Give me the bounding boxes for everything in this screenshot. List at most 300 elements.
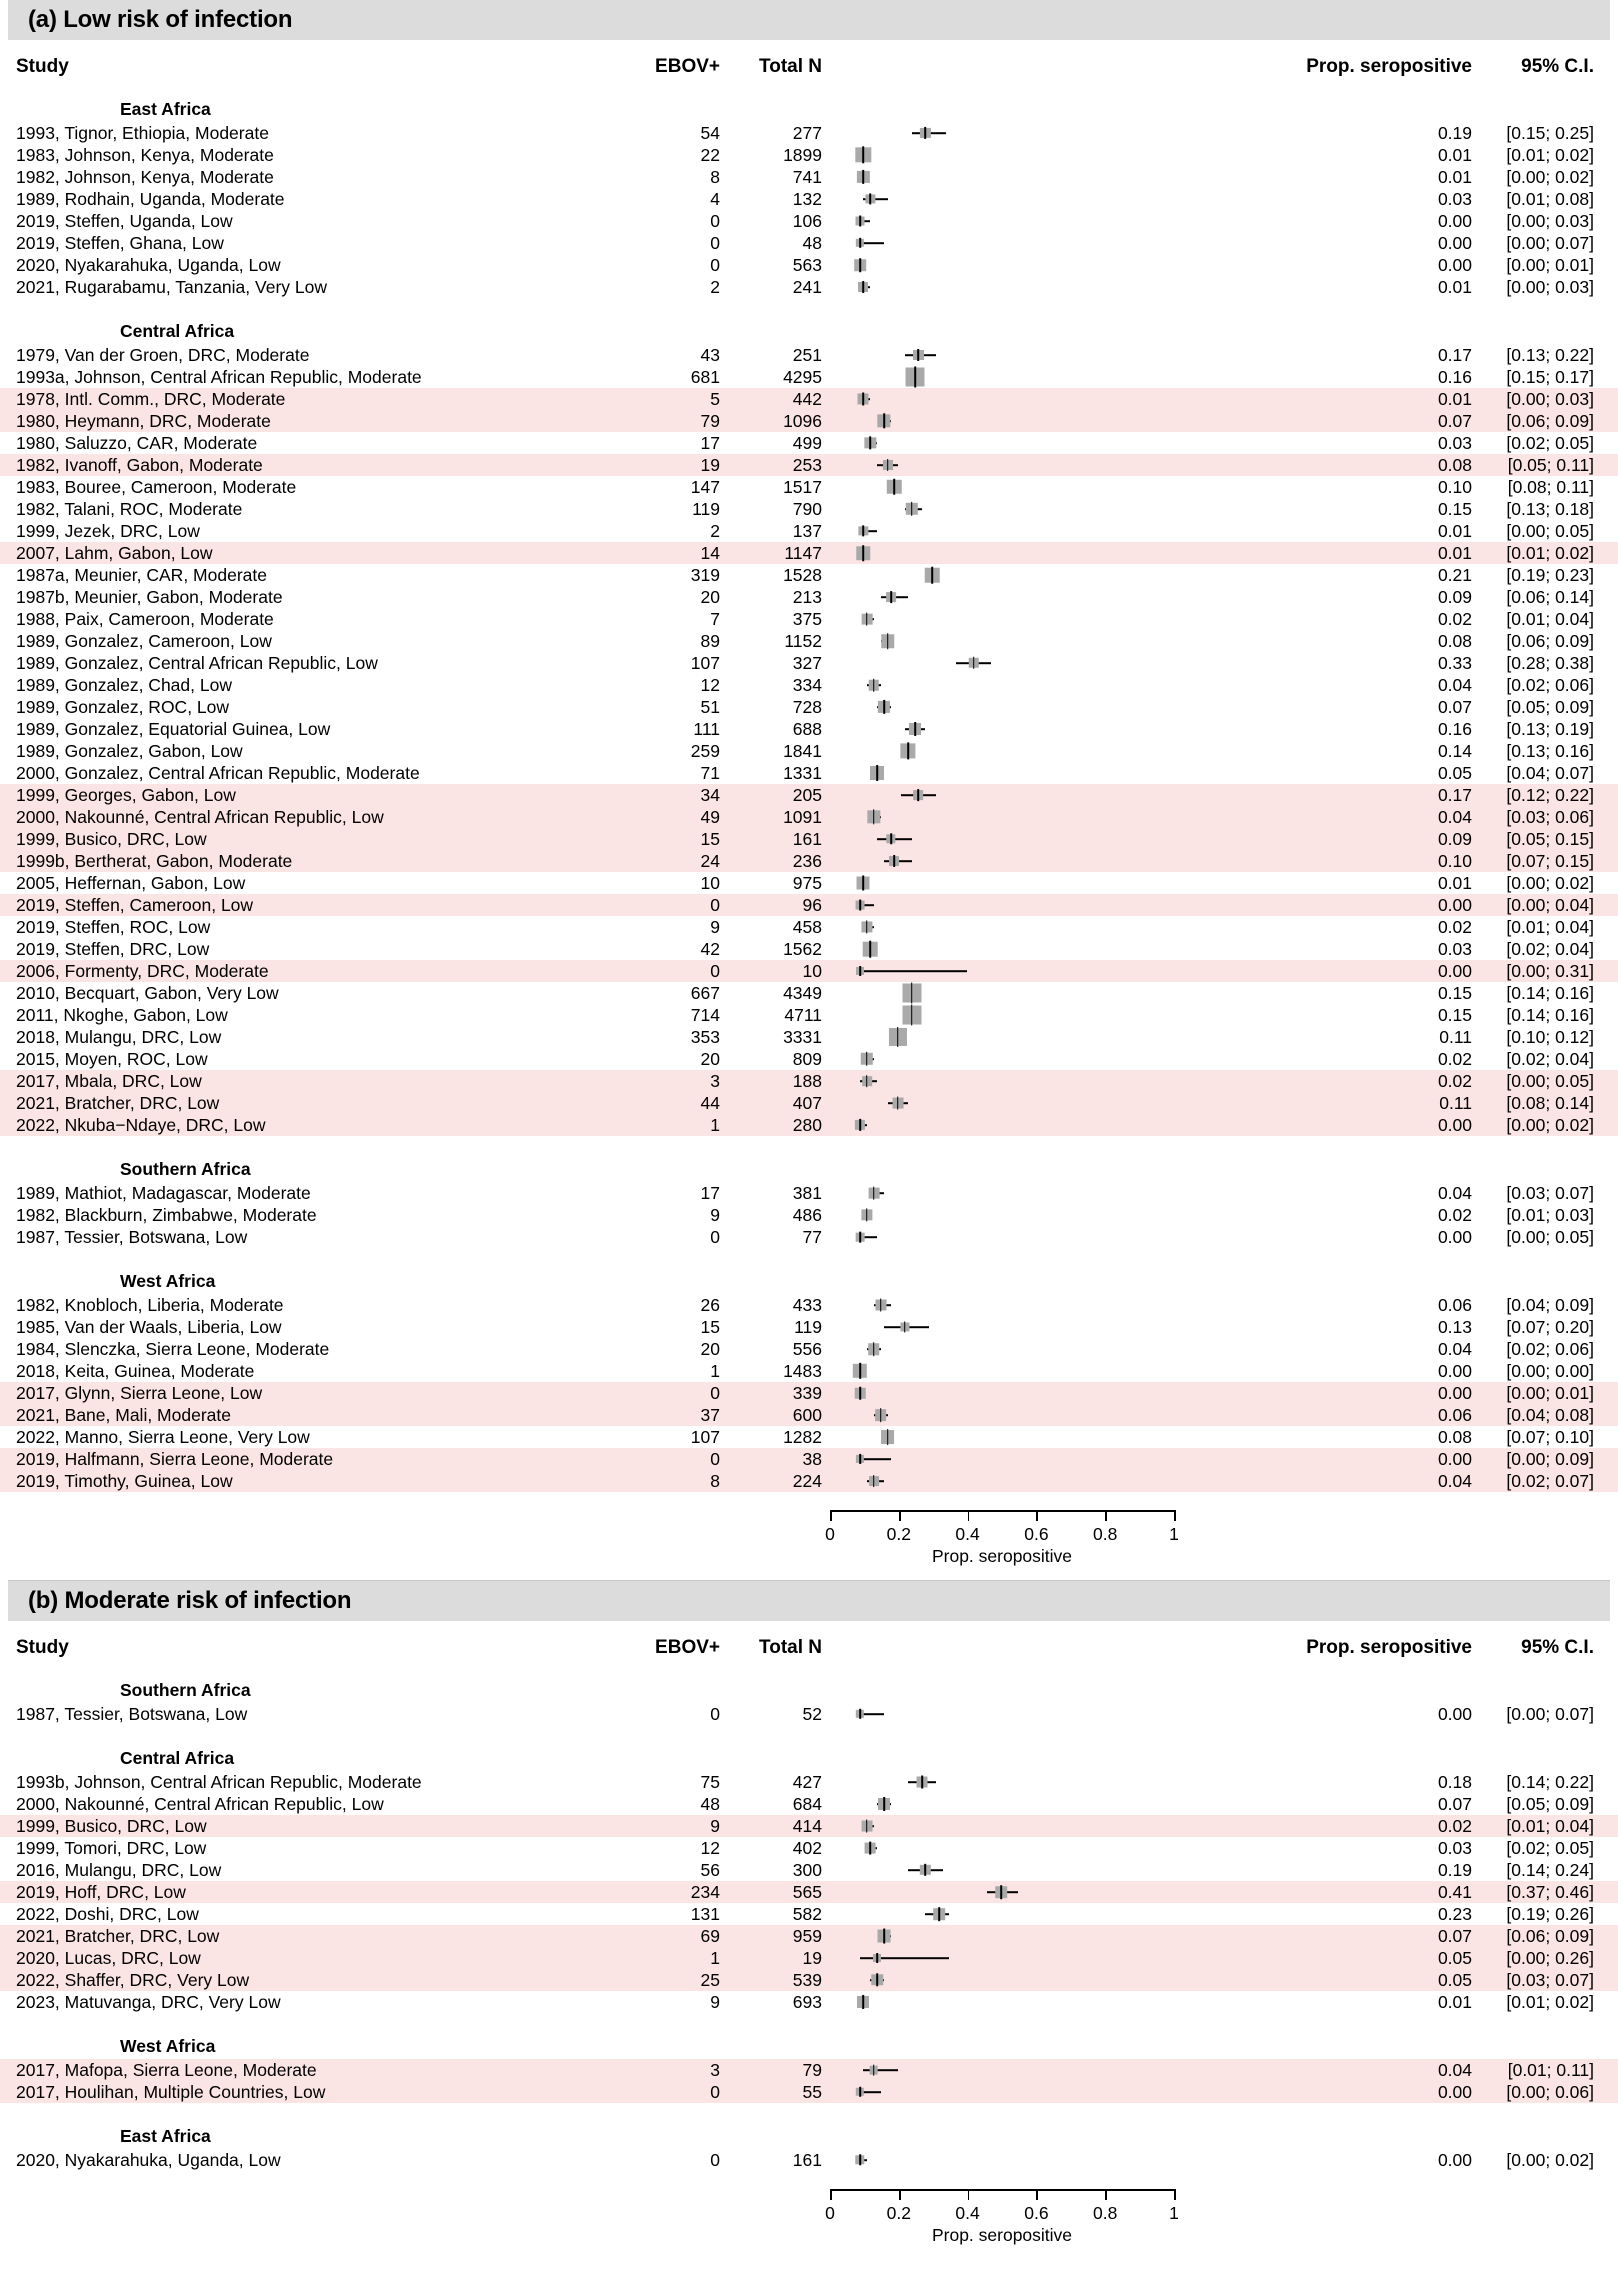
table-row[interactable] [0,806,1618,828]
ebov-positive-count: 75 [700,1771,720,1792]
confidence-interval-value: [0.14; 0.16] [1506,1004,1594,1025]
table-row[interactable] [0,520,1618,542]
forest-marker [830,1092,1234,1114]
ebov-positive-count: 147 [690,476,720,497]
ebov-positive-count: 37 [700,1404,720,1425]
proportion-value: 0.00 [1437,2149,1472,2170]
group-header-row [0,318,1618,344]
table-row[interactable] [0,388,1618,410]
table-row[interactable] [0,166,1618,188]
total-n-count: 4711 [784,1004,822,1025]
ebov-positive-count: 51 [700,696,720,717]
confidence-interval-value: [0.05; 0.09] [1506,696,1594,717]
table-header-row [0,1631,1618,1665]
point-estimate-tick [925,127,927,139]
group-row-spacer [608,320,1012,342]
x-axis-tick-label: 0.2 [886,2203,911,2223]
forest-marker [830,1815,1234,1837]
forest-marker [830,122,1234,144]
table-row[interactable] [0,1859,1618,1881]
point-estimate-tick [887,633,889,649]
x-axis-tick-label: 0.2 [886,1524,911,1544]
forest-marker [830,1925,1234,1947]
total-n-count: 161 [792,2149,822,2170]
total-n-count: 442 [792,388,822,409]
confidence-interval-value: [0.03; 0.07] [1506,1969,1594,1990]
point-estimate-tick [883,1929,885,1944]
study-label: 2019, Steffen, Cameroon, Low [16,894,254,915]
table-row[interactable] [0,1448,1618,1470]
ebov-positive-count: 3 [710,1070,720,1091]
total-n-count: 48 [802,232,822,253]
table-row[interactable] [0,366,1618,388]
point-estimate-tick [859,1387,861,1400]
forest-marker [830,1294,1234,1316]
point-estimate-tick [863,281,865,293]
column-header-study: Study [16,1637,69,1658]
ebov-positive-count: 714 [690,1004,720,1025]
confidence-interval-value: [0.03; 0.06] [1506,806,1594,827]
study-label: 1987, Tessier, Botswana, Low [16,1226,248,1247]
ebov-positive-count: 54 [700,122,720,143]
table-row[interactable] [0,894,1618,916]
proportion-value: 0.19 [1437,1859,1472,1880]
table-row[interactable] [0,1048,1618,1070]
ebov-positive-count: 0 [710,1226,720,1247]
total-n-count: 79 [802,2059,822,2080]
table-row[interactable] [0,1903,1618,1925]
proportion-value: 0.01 [1437,1991,1472,2012]
table-row[interactable] [0,1793,1618,1815]
table-row[interactable] [0,784,1618,806]
table-row[interactable] [0,1360,1618,1382]
confidence-interval-value: [0.04; 0.08] [1506,1404,1594,1425]
proportion-value: 0.04 [1437,1470,1472,1491]
table-row[interactable] [0,850,1618,872]
table-row[interactable] [0,1316,1618,1338]
x-axis-tick [968,1510,970,1521]
confidence-interval-line [860,1458,891,1460]
ebov-positive-count: 10 [700,872,720,893]
total-n-count: 499 [792,432,822,453]
proportion-value: 0.41 [1437,1881,1472,1902]
ebov-positive-count: 2 [710,276,720,297]
x-axis-line [830,1510,1174,1512]
group-header-row [0,2033,1618,2059]
ebov-positive-count: 15 [700,1316,720,1337]
study-label: 2017, Mafopa, Sierra Leone, Moderate [16,2059,317,2080]
table-row[interactable] [0,1294,1618,1316]
proportion-value: 0.00 [1437,894,1472,915]
ebov-positive-count: 9 [710,916,720,937]
study-label: 1987b, Meunier, Gabon, Moderate [16,586,283,607]
table-row[interactable] [0,1837,1618,1859]
point-estimate-tick [859,216,861,227]
x-axis-tick [1105,1510,1107,1521]
total-n-count: 19 [802,1947,822,1968]
study-label: 1980, Heymann, DRC, Moderate [16,410,271,431]
x-axis-inner [825,2183,1234,2245]
forest-marker [830,542,1234,564]
forest-marker [830,894,1234,916]
confidence-interval-value: [0.19; 0.23] [1506,564,1594,585]
ebov-positive-count: 8 [710,166,720,187]
column-header-prop-seropositive: Prop. seropositive [1306,56,1472,77]
confidence-interval-value: [0.01; 0.02] [1506,1991,1594,2012]
table-row[interactable] [0,210,1618,232]
table-row[interactable] [0,916,1618,938]
study-label: 1979, Van der Groen, DRC, Moderate [16,344,310,365]
point-estimate-tick [925,1864,927,1876]
ebov-positive-count: 25 [700,1969,720,1990]
ebov-positive-count: 0 [710,232,720,253]
ebov-positive-count: 0 [710,2081,720,2102]
ebov-positive-count: 26 [700,1294,720,1315]
total-n-count: 556 [792,1338,822,1359]
point-estimate-tick [870,1842,872,1855]
point-estimate-tick [859,2087,861,2097]
table-row[interactable] [0,1969,1618,1991]
table-row[interactable] [0,1114,1618,1136]
table-row[interactable] [0,828,1618,850]
column-header-ci: 95% C.I. [1521,1637,1594,1658]
table-row[interactable] [0,1470,1618,1492]
forest-marker [830,850,1234,872]
point-estimate-tick [897,1097,899,1110]
x-axis-title: Prop. seropositive [931,1546,1073,1566]
table-row[interactable] [0,2149,1618,2171]
forest-marker [830,1881,1234,1903]
ebov-positive-count: 131 [690,1903,720,1924]
forest-marker [830,166,1234,188]
point-estimate-tick [859,1709,861,1719]
proportion-value: 0.00 [1437,1226,1472,1247]
proportion-value: 0.14 [1437,740,1472,761]
study-label: 2016, Mulangu, DRC, Low [16,1859,222,1880]
study-label: 1988, Paix, Cameroon, Moderate [16,608,274,629]
study-label: 1982, Talani, ROC, Moderate [16,498,243,519]
point-estimate-tick [859,1454,861,1464]
column-header-prop-seropositive: Prop. seropositive [1306,1637,1472,1658]
total-n-count: 52 [802,1703,822,1724]
point-estimate-tick [1000,1885,1002,1899]
proportion-value: 0.18 [1437,1771,1472,1792]
confidence-interval-value: [0.00; 0.26] [1506,1947,1594,1968]
proportion-value: 0.06 [1437,1404,1472,1425]
confidence-interval-value: [0.06; 0.09] [1506,410,1594,431]
table-row[interactable] [0,454,1618,476]
total-n-count: 4349 [783,982,822,1003]
ebov-positive-count: 9 [710,1204,720,1225]
point-estimate-tick [931,567,933,584]
confidence-interval-value: [0.04; 0.09] [1506,1294,1594,1315]
study-label: 2017, Houlihan, Multiple Countries, Low [16,2081,326,2102]
point-estimate-tick [894,855,896,867]
table-row[interactable] [0,652,1618,674]
study-label: 2021, Rugarabamu, Tanzania, Very Low [16,276,327,297]
table-row[interactable] [0,144,1618,166]
table-row[interactable] [0,1338,1618,1360]
axis-gap [0,1492,1618,1504]
table-row[interactable] [0,410,1618,432]
total-n-count: 563 [792,254,822,275]
table-row[interactable] [0,1092,1618,1114]
table-row[interactable] [0,674,1618,696]
total-n-count: 407 [792,1092,822,1113]
column-header-ebov: EBOV+ [655,56,720,77]
proportion-value: 0.03 [1437,1837,1472,1858]
proportion-value: 0.00 [1437,254,1472,275]
study-label: 1978, Intl. Comm., DRC, Moderate [16,388,286,409]
table-row[interactable] [0,232,1618,254]
study-label: 2019, Halfmann, Sierra Leone, Moderate [16,1448,334,1469]
table-row[interactable] [0,498,1618,520]
point-estimate-tick [890,591,892,603]
point-estimate-tick [921,1776,923,1789]
table-row[interactable] [0,1426,1618,1448]
study-label: 2006, Formenty, DRC, Moderate [16,960,269,981]
total-n-count: 137 [792,520,822,541]
group-header-row [0,96,1618,122]
point-estimate-tick [911,502,913,516]
point-estimate-tick [859,1363,861,1379]
point-estimate-tick [894,479,896,495]
confidence-interval-value: [0.00; 0.02] [1506,872,1594,893]
confidence-interval-value: [0.15; 0.17] [1506,366,1594,387]
total-n-count: 38 [802,1448,822,1469]
study-label: 2018, Keita, Guinea, Moderate [16,1360,255,1381]
forest-marker [830,938,1234,960]
forest-marker [830,916,1234,938]
study-label: 1999b, Bertherat, Gabon, Moderate [16,850,293,871]
x-axis-tick [830,2189,832,2200]
table-row[interactable] [0,696,1618,718]
proportion-value: 0.02 [1437,916,1472,937]
proportion-value: 0.07 [1437,1925,1472,1946]
confidence-interval-value: [0.00; 0.04] [1506,894,1594,915]
proportion-value: 0.02 [1437,1815,1472,1836]
ebov-positive-count: 0 [710,894,720,915]
proportion-value: 0.02 [1437,608,1472,629]
table-row[interactable] [0,1204,1618,1226]
table-row[interactable] [0,630,1618,652]
table-row[interactable] [0,1226,1618,1248]
table-row[interactable] [0,1182,1618,1204]
study-label: 1983, Johnson, Kenya, Moderate [16,144,274,165]
forest-marker [830,1859,1234,1881]
x-axis-tick [1036,2189,1038,2200]
proportion-value: 0.01 [1437,520,1472,541]
group-row-spacer [608,2125,1012,2147]
ebov-positive-count: 79 [700,410,720,431]
total-n-count: 188 [792,1070,822,1091]
point-estimate-tick [866,1820,868,1833]
table-row[interactable] [0,1382,1618,1404]
table-row[interactable] [0,1991,1618,2013]
confidence-interval-value: [0.06; 0.14] [1506,586,1594,607]
study-label: 2021, Bratcher, DRC, Low [16,1092,220,1113]
table-row[interactable] [0,982,1618,1004]
table-row[interactable] [0,344,1618,366]
column-header-total-n: Total N [759,56,822,77]
forest-marker [830,586,1234,608]
total-n-count: 1096 [783,410,822,431]
table-row[interactable] [0,1925,1618,1947]
point-estimate-tick [866,613,868,626]
point-estimate-tick [873,809,875,824]
confidence-interval-value: [0.02; 0.04] [1506,1048,1594,1069]
group-header-row [0,1156,1618,1182]
table-row[interactable] [0,1771,1618,1793]
forest-marker [830,1114,1234,1136]
confidence-interval-value: [0.07; 0.15] [1506,850,1594,871]
confidence-interval-value: [0.06; 0.09] [1506,630,1594,651]
point-estimate-tick [880,1299,882,1312]
table-row[interactable] [0,1815,1618,1837]
table-row[interactable] [0,1404,1618,1426]
proportion-value: 0.17 [1437,344,1472,365]
total-n-count: 688 [792,718,822,739]
confidence-interval-value: [0.05; 0.11] [1507,454,1594,475]
table-row[interactable] [0,542,1618,564]
point-estimate-tick [863,146,865,163]
study-label: 1982, Knobloch, Liberia, Moderate [16,1294,284,1315]
group-row-spacer [608,1270,1012,1292]
confidence-interval-value: [0.00; 0.31] [1506,960,1594,981]
confidence-interval-value: [0.13; 0.22] [1506,344,1594,365]
study-label: 2007, Lahm, Gabon, Low [16,542,213,563]
proportion-value: 0.13 [1437,1316,1472,1337]
table-row[interactable] [0,1947,1618,1969]
table-row[interactable] [0,2059,1618,2081]
study-label: 2019, Steffen, DRC, Low [16,938,210,959]
table-row[interactable] [0,762,1618,784]
forest-marker [830,2149,1234,2171]
confidence-interval-value: [0.00; 0.05] [1506,1070,1594,1091]
table-row[interactable] [0,1881,1618,1903]
forest-marker [830,1426,1234,1448]
study-label: 1993b, Johnson, Central African Republic, Moderate [16,1771,422,1792]
forest-marker [830,674,1234,696]
forest-marker [830,520,1234,542]
proportion-value: 0.09 [1437,586,1472,607]
table-row[interactable] [0,122,1618,144]
group-gap [0,2013,1618,2033]
study-label: 1989, Gonzalez, ROC, Low [16,696,230,717]
forest-marker [830,608,1234,630]
confidence-interval-line [860,970,967,972]
total-n-count: 277 [792,122,822,143]
confidence-interval-value: [0.00; 0.02] [1506,1114,1594,1135]
table-row[interactable] [0,740,1618,762]
table-row[interactable] [0,1026,1618,1048]
study-label: 1999, Busico, DRC, Low [16,1815,207,1836]
study-label: 1987a, Meunier, CAR, Moderate [16,564,267,585]
point-estimate-tick [904,1321,906,1332]
confidence-interval-value: [0.14; 0.24] [1506,1859,1594,1880]
table-header-row [0,50,1618,84]
forest-marker [830,652,1234,674]
confidence-interval-value: [0.00; 0.06] [1506,2081,1594,2102]
confidence-interval-value: [0.00; 0.02] [1506,166,1594,187]
ebov-positive-count: 4 [710,188,720,209]
total-n-count: 236 [792,850,822,871]
ebov-positive-count: 89 [700,630,720,651]
table-row[interactable] [0,2081,1618,2103]
point-estimate-tick [911,983,913,1004]
proportion-value: 0.01 [1437,388,1472,409]
proportion-value: 0.01 [1437,166,1472,187]
point-estimate-tick [866,1052,868,1066]
forest-marker [830,1316,1234,1338]
study-label: 1993a, Johnson, Central African Republic, Moderate [16,366,422,387]
proportion-value: 0.15 [1437,1004,1472,1025]
total-n-count: 1841 [783,740,822,761]
proportion-value: 0.02 [1437,1048,1472,1069]
forest-marker [830,1382,1234,1404]
table-row[interactable] [0,476,1618,498]
forest-marker [830,872,1234,894]
forest-marker [830,630,1234,652]
confidence-interval-value: [0.01; 0.08] [1506,188,1594,209]
proportion-value: 0.04 [1437,1182,1472,1203]
confidence-interval-value: [0.07; 0.20] [1506,1316,1594,1337]
study-label: 2021, Bane, Mali, Moderate [16,1404,231,1425]
table-row[interactable] [0,718,1618,740]
table-row[interactable] [0,960,1618,982]
confidence-interval-value: [0.13; 0.16] [1506,740,1594,761]
total-n-count: 693 [792,1991,822,2012]
column-header-total-n: Total N [759,1637,822,1658]
ebov-positive-count: 7 [710,608,720,629]
study-label: 2000, Gonzalez, Central African Republic, Moderate [16,762,420,783]
table-row[interactable] [0,1004,1618,1026]
ebov-positive-count: 3 [710,2059,720,2080]
table-row[interactable] [0,276,1618,298]
group-row-spacer [608,1158,1012,1180]
table-row[interactable] [0,1703,1618,1725]
total-n-count: 1152 [784,630,822,651]
point-estimate-tick [883,1797,885,1811]
table-row[interactable] [0,586,1618,608]
table-row[interactable] [0,432,1618,454]
proportion-value: 0.00 [1437,1382,1472,1403]
table-row[interactable] [0,188,1618,210]
table-row[interactable] [0,564,1618,586]
panel-body [0,40,1618,1566]
table-row[interactable] [0,1070,1618,1092]
total-n-count: 1483 [783,1360,822,1381]
proportion-value: 0.19 [1437,122,1472,143]
total-n-count: 224 [792,1470,822,1491]
table-row[interactable] [0,938,1618,960]
total-n-count: 205 [792,784,822,805]
forest-marker [830,1070,1234,1092]
proportion-value: 0.33 [1437,652,1472,673]
table-row[interactable] [0,608,1618,630]
total-n-count: 339 [792,1382,822,1403]
total-n-count: 1528 [783,564,822,585]
total-n-count: 565 [792,1881,822,1902]
table-row[interactable] [0,254,1618,276]
ebov-positive-count: 1 [710,1114,720,1135]
study-label: 2018, Mulangu, DRC, Low [16,1026,222,1047]
confidence-interval-value: [0.01; 0.02] [1506,542,1594,563]
ebov-positive-count: 56 [700,1859,720,1880]
study-label: 1983, Bouree, Cameroon, Moderate [16,476,297,497]
table-row[interactable] [0,872,1618,894]
point-estimate-tick [887,1429,889,1445]
